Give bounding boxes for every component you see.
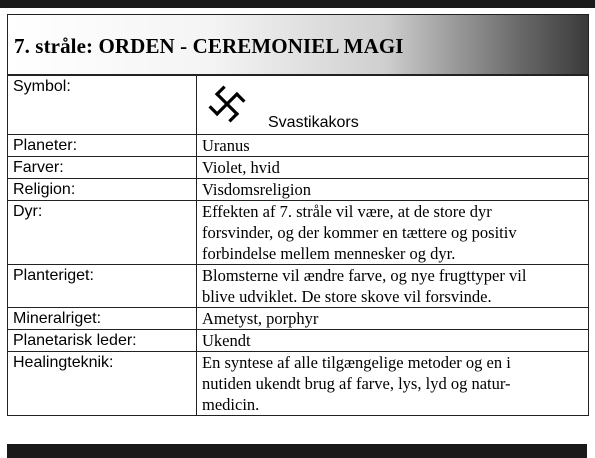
table-row	[8, 265, 588, 308]
row-value-line: Effekten af 7. stråle vil være, at de store dyr	[202, 202, 492, 221]
row-value-line: Ametyst, porphyr	[202, 309, 319, 328]
bottom-rule	[7, 444, 587, 458]
table-row	[8, 308, 588, 330]
row-label: Planetarisk leder:	[8, 330, 197, 352]
table-row	[8, 201, 588, 265]
page-title: 7. stråle: ORDEN - CEREMONIEL MAGI	[14, 34, 404, 58]
row-value	[197, 179, 589, 201]
table-row	[8, 352, 588, 416]
row-value-line: En syntese af alle tilgængelige metoder og en i	[202, 353, 511, 372]
row-value	[197, 308, 589, 330]
row-value-line: medicin.	[202, 395, 260, 414]
row-value	[197, 265, 589, 308]
title-bar	[8, 15, 588, 76]
symbol-name: Svastikakors	[268, 114, 359, 131]
info-table	[8, 76, 588, 415]
table-row	[8, 135, 588, 157]
row-value-line: forbindelse mellem mennesker og dyr.	[202, 244, 456, 263]
row-label: Planeter:	[8, 135, 197, 157]
row-value	[197, 352, 589, 416]
row-label: Healingteknik:	[8, 352, 197, 416]
row-label: Farver:	[8, 157, 197, 179]
row-value-line: blive udviklet. De store skove vil forsvinde.	[202, 287, 492, 306]
table-row	[8, 179, 588, 201]
row-value-line: Uranus	[202, 136, 250, 155]
row-value	[197, 201, 589, 265]
table-row-symbol	[8, 76, 588, 135]
table-row	[8, 330, 588, 352]
row-label: Symbol:	[8, 76, 197, 135]
row-value	[197, 135, 589, 157]
row-value-line: nutiden ukendt brug af farve, lys, lyd og natur-	[202, 374, 511, 393]
row-label: Planteriget:	[8, 265, 197, 308]
row-value-line: Ukendt	[202, 331, 251, 350]
row-value-line: Visdomsreligion	[202, 180, 312, 199]
top-rule	[0, 0, 595, 8]
table-row	[8, 157, 588, 179]
row-value-line: Violet, hvid	[202, 158, 280, 177]
row-label: Religion:	[8, 179, 197, 201]
swastika-icon	[207, 84, 247, 124]
symbol-cell	[197, 76, 589, 135]
row-value	[197, 330, 589, 352]
row-value-line: Blomsterne vil ændre farve, og nye frugttyper vil	[202, 266, 527, 285]
row-value	[197, 157, 589, 179]
row-value-line: forsvinder, og der kommer en tættere og positiv	[202, 223, 517, 242]
row-label: Mineralriget:	[8, 308, 197, 330]
row-label: Dyr:	[8, 201, 197, 265]
ray-info-card	[7, 14, 589, 416]
